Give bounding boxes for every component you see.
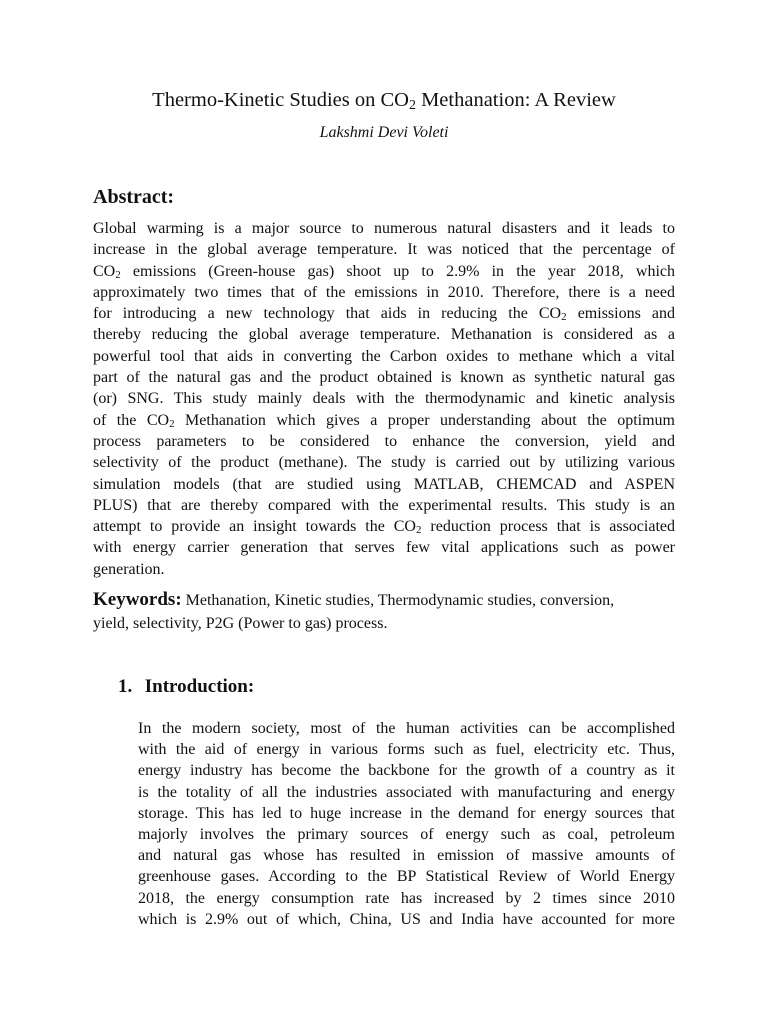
abstract-body: [93, 218, 675, 580]
text-run: for introducing a new technology that aids in reducing the CO: [93, 305, 562, 323]
abstract-line: [93, 346, 675, 367]
abstract-line: [93, 452, 675, 473]
abstract-line: [93, 559, 675, 580]
text-run: increase in the global average temperature. It was noticed that the percentage of: [93, 241, 675, 259]
abstract-line: [93, 410, 675, 431]
abstract-line: [93, 474, 675, 495]
text-run: selectivity of the product (methane). The study is carried out by utilizing various: [93, 454, 675, 472]
subscript: 2: [115, 268, 121, 281]
text-run: emissions and: [566, 305, 676, 323]
abstract-line: [93, 431, 675, 452]
keywords-line-2: yield, selectivity, P2G (Power to gas) process.: [93, 615, 388, 632]
text-run: generation.: [93, 560, 165, 578]
introduction-body: [138, 718, 675, 930]
text-run: powerful tool that aids in converting the Carbon oxides to methane which a vital: [93, 347, 675, 365]
abstract-line: [93, 218, 675, 239]
keywords-label: Keywords:: [93, 589, 182, 610]
abstract-line: [93, 239, 675, 260]
abstract-line: [93, 367, 675, 388]
introduction-line: which is 2.9% out of which, China, US and India have accounted for more: [138, 910, 675, 928]
text-run: simulation models (that are studied using MATLAB, CHEMCAD and ASPEN: [93, 475, 675, 493]
introduction-line: greenhouse gases. According to the BP Statistical Review of World Energy: [138, 868, 675, 886]
keywords-block: [93, 588, 683, 635]
introduction-line: with the aid of energy in various forms such as fuel, electricity etc. Thus,: [138, 741, 675, 759]
text-run: (or) SNG. This study mainly deals with the thermodynamic and kinetic analysis: [93, 390, 675, 408]
section-title: Introduction:: [144, 676, 255, 697]
text-run: attempt to provide an insight towards the CO: [93, 518, 416, 536]
abstract-line: [93, 516, 675, 537]
section-heading-introduction: [118, 673, 254, 701]
text-run: reduction process that is associated: [421, 518, 675, 536]
text-run: CO: [93, 262, 116, 280]
introduction-line: and natural gas whose has resulted in emission of massive amounts of: [138, 847, 675, 865]
paper-title: [0, 86, 768, 114]
text-run: part of the natural gas and the product obtained is known as synthetic natural gas: [93, 369, 675, 387]
author-name: Lakshmi Devi Voleti: [319, 124, 449, 141]
abstract-line: [93, 388, 675, 409]
title-text-part1: Thermo-Kinetic Studies on CO: [152, 89, 409, 111]
text-run: approximately two times that of the emissions in 2010. Therefore, there is a need: [93, 283, 675, 301]
introduction-line: majorly involves the primary sources of energy such as coal, petroleum: [138, 826, 675, 844]
title-subscript: 2: [408, 98, 416, 113]
abstract-line: [93, 282, 675, 303]
section-number: 1.: [118, 676, 133, 697]
abstract-line: [93, 324, 675, 345]
subscript: 2: [561, 311, 567, 324]
text-run: PLUS) that are thereby compared with the experimental results. This study is an: [93, 496, 675, 514]
text-run: process parameters to be considered to enhance the conversion, yield and: [93, 432, 675, 450]
text-run: Methanation which gives a proper understanding about the optimum: [174, 411, 675, 429]
abstract-line: [93, 303, 675, 324]
text-run: emissions (Green-house gas) shoot up to 2.9% in the year 2018, which: [120, 262, 675, 280]
text-run: with energy carrier generation that serves few vital applications such as power: [93, 539, 675, 557]
keywords-line-1: Methanation, Kinetic studies, Thermodynamic studies, conversion,: [181, 592, 615, 609]
abstract-heading: Abstract:: [93, 186, 175, 208]
introduction-line: In the modern society, most of the human activities can be accomplished: [138, 720, 675, 737]
abstract-line: [93, 495, 675, 516]
introduction-line: 2018, the energy consumption rate has increased by 2 times since 2010: [138, 889, 675, 907]
introduction-line: energy industry has become the backbone for the growth of a country as it: [138, 762, 675, 780]
introduction-line: is the totality of all the industries associated with manufacturing and energy: [138, 783, 675, 801]
abstract-line: [93, 261, 675, 282]
subscript: 2: [169, 417, 175, 430]
text-run: thereby reducing the global average temperature. Methanation is considered as a: [93, 326, 675, 344]
text-run: of the CO: [93, 411, 170, 429]
text-run: Global warming is a major source to numerous natural disasters and it leads to: [93, 220, 675, 237]
subscript: 2: [415, 524, 422, 537]
title-text-part2: Methanation: A Review: [415, 89, 616, 111]
abstract-line: [93, 537, 675, 558]
introduction-line: storage. This has led to huge increase in the demand for energy sources that: [138, 804, 675, 822]
